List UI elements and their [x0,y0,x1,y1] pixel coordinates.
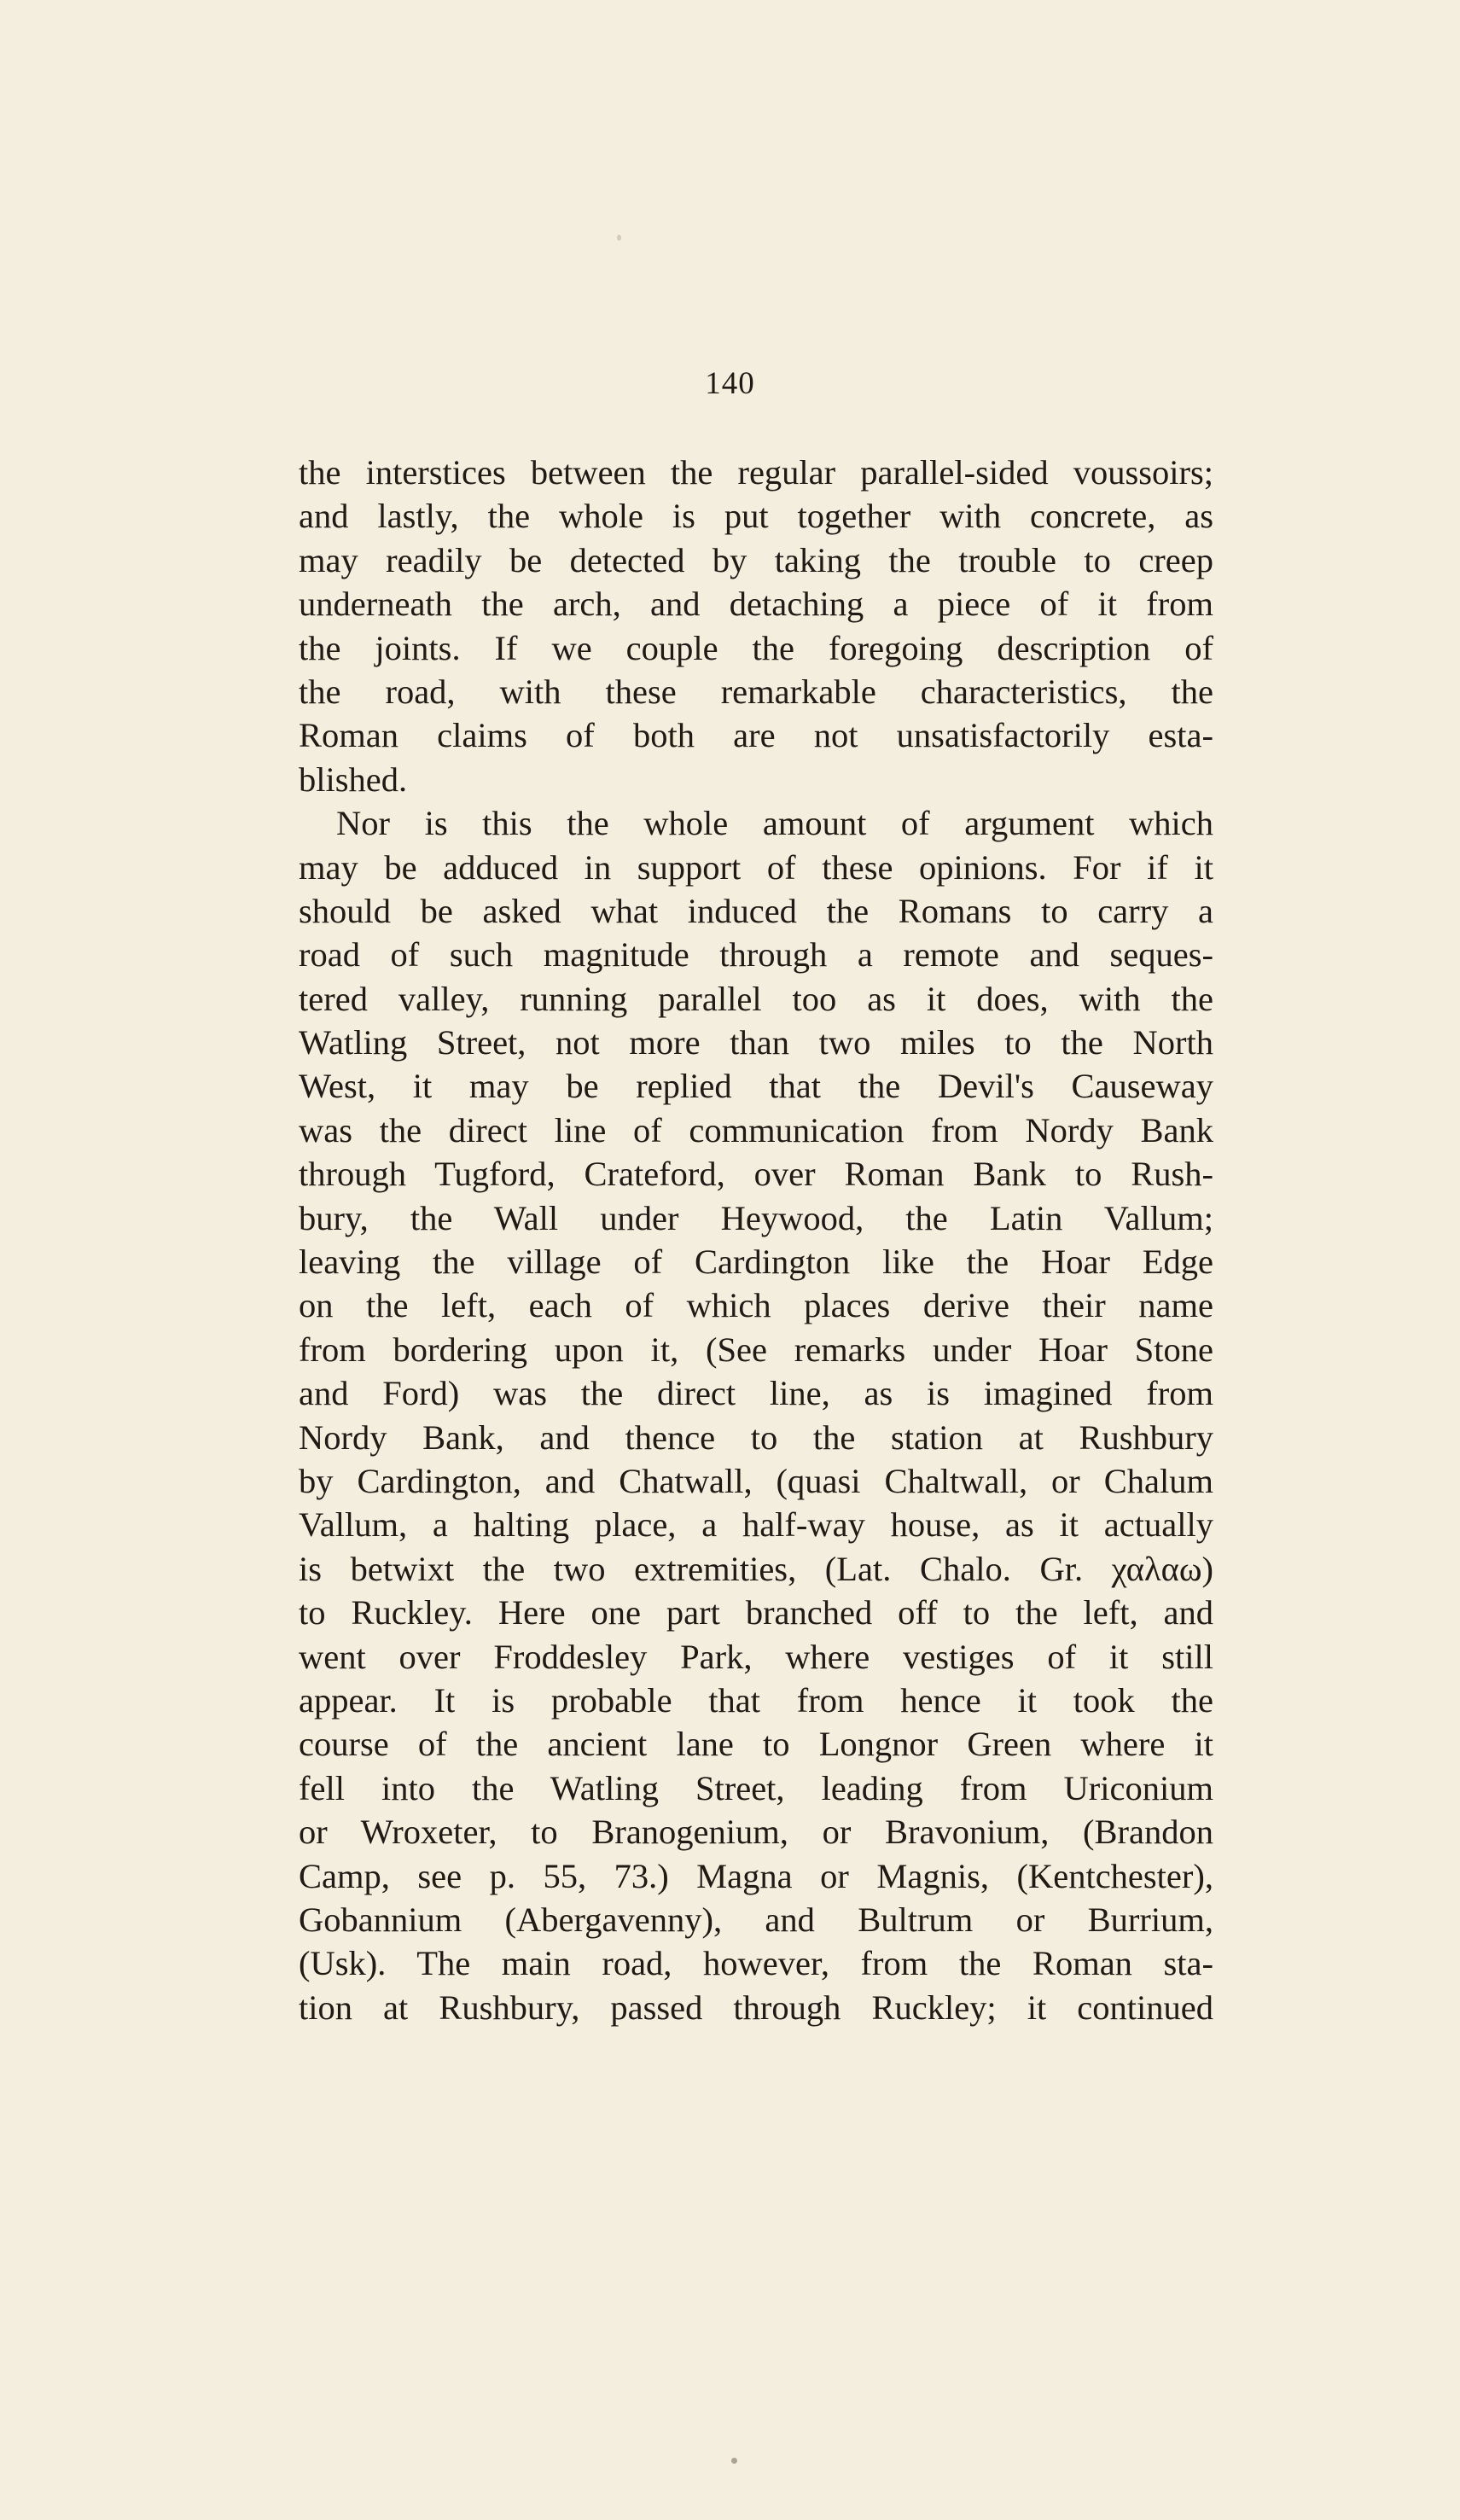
text-line: and lastly, the whole is put together with concrete, as [299,497,1213,536]
text-line: on the left, each of which places derive their name [299,1286,1213,1325]
text-line: the interstices between the regular parallel-sided voussoirs; [299,453,1213,492]
text-line: Watling Street, not more than two miles to the North [299,1023,1213,1062]
text-line: to Ruckley. Here one part branched off to the left, and [299,1593,1213,1632]
text-line: course of the ancient lane to Longnor Green where it [299,1725,1213,1764]
text-line: Vallum, a halting place, a half-way house, as it actually [299,1505,1213,1545]
text-line: and Ford) was the direct line, as is imagined from [299,1374,1213,1413]
text-line: Roman claims of both are not unsatisfactorily esta- [299,716,1213,755]
text-line: tered valley, running parallel too as it does, with the [299,979,1213,1018]
page-number: 140 [705,366,755,401]
text-line: was the direct line of communication from Nordy Bank [299,1110,1213,1149]
text-line: tion at Rushbury, passed through Ruckley; it continued [299,1987,1213,2027]
text-line: Gobannium (Abergavenny), and Bultrum or Burrium, [299,1900,1213,1939]
body-text [299,451,1213,2029]
text-line: appear. It is probable that from hence it took the [299,1680,1213,1720]
text-line: bury, the Wall under Heywood, the Latin Vallum; [299,1198,1213,1237]
text-line: is betwixt the two extremities, (Lat. Chalo. Gr. χαλαω) [299,1549,1213,1588]
text-line: (Usk). The main road, however, from the Roman sta- [299,1944,1213,1983]
text-line: or Wroxeter, to Branogenium, or Bravonium, (Brandon [299,1813,1213,1852]
text-line: leaving the village of Cardington like the Hoar Edge [299,1243,1213,1282]
text-line: through Tugford, Crateford, over Roman Bank to Rush- [299,1155,1213,1194]
text-line: road of such magnitude through a remote and seques- [299,935,1213,975]
text-line: underneath the arch, and detaching a piece of it from [299,585,1213,624]
text-line: blished. [299,759,408,799]
paper-speck [731,2458,737,2464]
text-line: by Cardington, and Chatwall, (quasi Chaltwall, or Chalum [299,1461,1213,1500]
paper-speck [617,235,621,241]
text-line: West, it may be replied that the Devil's Causeway [299,1067,1213,1106]
text-line: from bordering upon it, (See remarks under Hoar Stone [299,1330,1213,1369]
text-line: the joints. If we couple the foregoing description of [299,628,1213,667]
text-line: fell into the Watling Street, leading from Uriconium [299,1768,1213,1807]
text-line: may be adduced in support of these opinions. For if it [299,847,1213,887]
text-line: may readily be detected by taking the trouble to creep [299,540,1213,579]
text-line: Nor is this the whole amount of argument which [336,804,1213,843]
text-line: Nordy Bank, and thence to the station at Rushbury [299,1417,1213,1457]
text-line: Camp, see p. 55, 73.) Magna or Magnis, (Kentchester), [299,1856,1213,1895]
text-line: should be asked what induced the Romans to carry a [299,891,1213,930]
text-line: the road, with these remarkable characteristics, the [299,672,1213,711]
text-line: went over Froddesley Park, where vestiges of it still [299,1637,1213,1676]
